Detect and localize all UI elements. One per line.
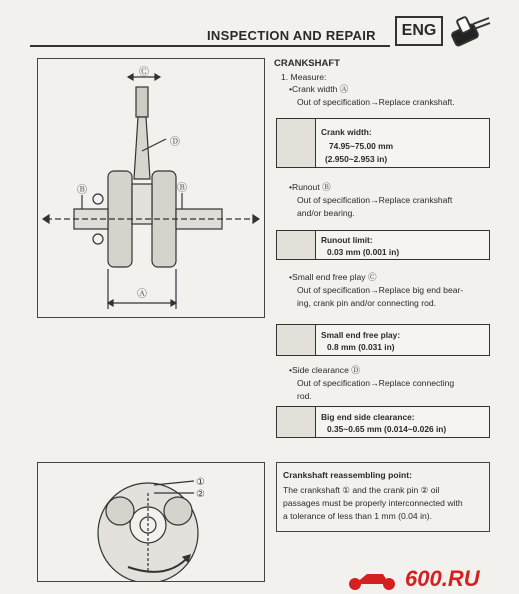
- note-title: Crankshaft reassembling point:: [283, 470, 412, 480]
- item-line: Out of specification→Replace crankshaft.: [297, 97, 455, 107]
- label-2: ②: [196, 489, 205, 500]
- spec-value: 0.8 mm (0.031 in): [327, 342, 395, 352]
- item-line: rod.: [297, 391, 312, 401]
- spec-box-runout: [276, 230, 490, 260]
- watermark-logo: [345, 568, 515, 592]
- item-line: Out of specification→Replace big end bear-: [297, 285, 464, 295]
- item-bullet: •Crank width Ⓐ: [289, 84, 349, 94]
- spec-value: 74.95~75.00 mm: [329, 141, 394, 151]
- label-b-left: Ⓑ: [77, 185, 87, 196]
- note-line: passages must be properly interconnected with: [283, 498, 463, 508]
- item-line: Out of specification→Replace connecting: [297, 378, 455, 388]
- note-line: a tolerance of less than 1 mm (0.04 in).: [283, 511, 433, 521]
- section-title: CRANKSHAFT: [274, 58, 340, 69]
- spec-label: Small end free play:: [321, 330, 401, 340]
- label-a: Ⓐ: [137, 289, 147, 300]
- step-text: 1. Measure:: [281, 72, 327, 82]
- spec-value-inch: (2.950~2.953 in): [325, 154, 388, 164]
- crankshaft-figure: [37, 58, 265, 318]
- engine-icon: [447, 14, 493, 50]
- label-1: ①: [196, 477, 205, 488]
- caliper-icon: [277, 119, 316, 167]
- oil-passage-figure: [37, 462, 265, 582]
- label-c: Ⓒ: [139, 67, 149, 78]
- caliper-icon: [277, 407, 316, 437]
- oil-passage-diagram: [38, 463, 264, 581]
- item-line: ing, crank pin and/or connecting rod.: [297, 298, 437, 308]
- motorcycle-icon: [345, 568, 405, 592]
- item-bullet: •Runout Ⓑ: [289, 182, 331, 192]
- watermark-text: 600.RU: [405, 566, 480, 591]
- header-rule: [30, 45, 390, 47]
- item-bullet: •Side clearance Ⓓ: [289, 365, 360, 375]
- spec-box-crank-width: [276, 118, 490, 168]
- page-header-title: INSPECTION AND REPAIR: [207, 28, 376, 43]
- note-line: The crankshaft ① and the crank pin ② oil: [283, 485, 440, 495]
- spec-label: Crank width:: [321, 127, 372, 137]
- caliper-icon: [277, 231, 316, 259]
- spec-label: Big end side clearance:: [321, 412, 415, 422]
- label-d: Ⓓ: [170, 137, 180, 148]
- eng-badge: ENG: [395, 16, 443, 46]
- item-bullet: •Small end free play Ⓒ: [289, 272, 377, 282]
- spec-box-big-end: [276, 406, 490, 438]
- label-b-right: Ⓑ: [177, 183, 187, 194]
- reassembly-note: [276, 462, 490, 532]
- spec-value: 0.35~0.65 mm (0.014~0.026 in): [327, 424, 447, 434]
- crankshaft-diagram: [38, 59, 264, 317]
- spec-label: Runout limit:: [321, 235, 373, 245]
- caliper-icon: [277, 325, 316, 355]
- item-line: Out of specification→Replace crankshaft: [297, 195, 453, 205]
- spec-box-small-end: [276, 324, 490, 356]
- spec-value: 0.03 mm (0.001 in): [327, 247, 400, 257]
- item-line: and/or bearing.: [297, 208, 355, 218]
